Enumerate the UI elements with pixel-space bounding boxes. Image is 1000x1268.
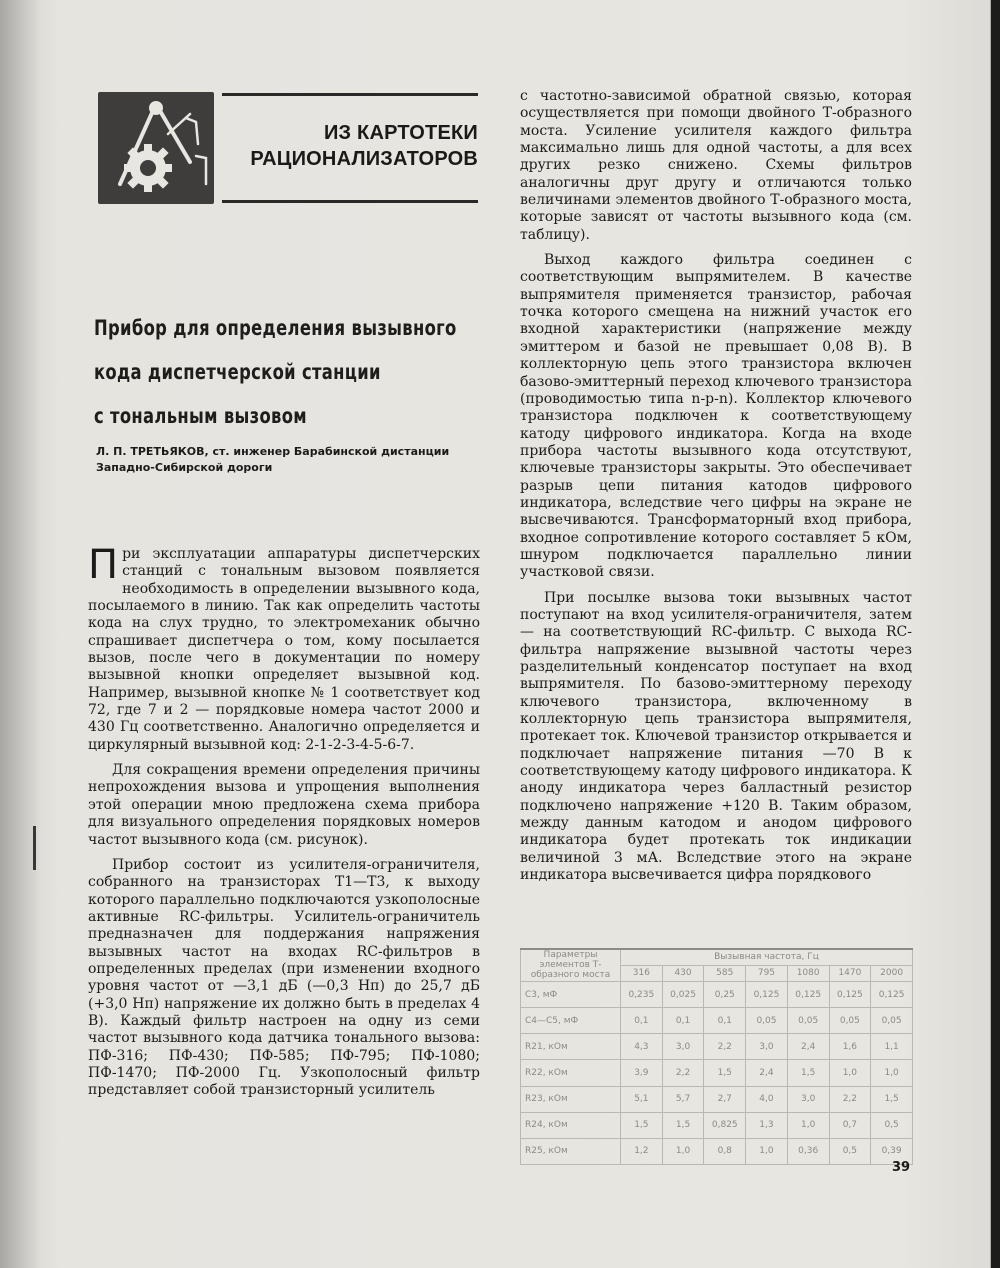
article-title — [94, 306, 484, 438]
freq-header-cell: 585 — [704, 965, 746, 982]
table-cell: 1,5 — [704, 1060, 746, 1086]
table-cell: 2,2 — [829, 1086, 871, 1112]
table-cell: 1,3 — [746, 1112, 788, 1138]
drop-cap: П — [88, 542, 119, 588]
article-title-line: кода диспетчерской станции — [94, 360, 381, 384]
table-cell: 4,0 — [746, 1086, 788, 1112]
table-cell: 1,5 — [621, 1112, 663, 1138]
article-title-line: Прибор для определения вызывного — [94, 316, 457, 340]
section-title — [222, 120, 478, 172]
table-row-label: R21, кОм — [521, 1034, 621, 1060]
table-cell: 0,125 — [787, 982, 829, 1008]
table-rule — [520, 948, 913, 950]
table-header-freq: Вызывная частота, Гц — [621, 949, 913, 966]
parameters-table — [520, 948, 913, 1165]
table-row-label: C4—C5, мФ — [521, 1008, 621, 1034]
table-row-label: C3, мФ — [521, 982, 621, 1008]
table-cell: 1,0 — [787, 1112, 829, 1138]
table-cell: 5,1 — [621, 1086, 663, 1112]
table-cell: 0,25 — [704, 982, 746, 1008]
table-cell: 0,5 — [871, 1112, 913, 1138]
table-cell: 1,2 — [621, 1138, 663, 1164]
table-row — [521, 1008, 913, 1034]
paragraph: Прибор состоит из усилителя-ограничителя, собранного на транзисторах Т1—Т3, к выходу которого параллельно подключаются узкополосные активные RC-фильтры. Усилитель-ограничитель предназначен для поддержания напряжения вызывных частот на входах RC-фильтров в определенных пределах (при изменении входного уровня частот от —3,1 дБ (—0,3 Нп) до 25,7 дБ (+3,0 Нп) напряжение их должно быть в пределах 4 В). Каждый фильтр настроен на одну из семи частот вызывного кода датчика тонального вызова: ПФ-316; ПФ-430; ПФ-585; ПФ-795; ПФ-1080; ПФ-1470; ПФ-2000 Гц. Узкополосный фильтр представляет собой транзисторный усилитель — [88, 856, 480, 1099]
table-cell: 0,1 — [621, 1008, 663, 1034]
table-cell: 0,5 — [829, 1138, 871, 1164]
freq-header-cell: 430 — [662, 965, 704, 982]
table-cell: 0,825 — [704, 1112, 746, 1138]
article-title-line: с тональным вызовом — [94, 404, 308, 428]
table-cell: 0,125 — [746, 982, 788, 1008]
byline-author: Л. П. ТРЕТЬЯКОВ, ст. инженер Барабинской дистанции — [96, 445, 450, 458]
table-row — [521, 1112, 913, 1138]
table-cell: 1,6 — [829, 1034, 871, 1060]
section-rule-top — [222, 93, 478, 96]
table-row-label: R22, кОм — [521, 1060, 621, 1086]
table-cell: 4,3 — [621, 1034, 663, 1060]
paragraph: Для сокращения времени определения причины непрохождения вызова и упрощения выполнения этой операции мною предложена схема прибора для визуального определения порядковых номеров частот вызывного кода (см. рисунок). — [88, 762, 480, 848]
table-cell: 0,1 — [704, 1008, 746, 1034]
paragraph: При эксплуатации аппаратуры диспетчерских станций с тональным вызовом появляется необходимость в определении вызывного кода, посылаемого в линию. Так как определить частоты кода на слух трудно, то электромеханик обычно спрашивает диспетчера о том, кому посылается вызов, после чего в документации по номеру вызывной кнопки определяет вызывной код. Например, вызывной кнопке № 1 соответствует код 72, где 7 и 2 — порядковые номера частот 2000 и 430 Гц соответственно. Аналогично определяется и циркулярный вызывной код: 2-1-2-3-4-5-6-7. — [88, 542, 480, 753]
table-cell: 5,7 — [662, 1086, 704, 1112]
paragraph: с частотно-зависимой обратной связью, которая осуществляется при помощи двойного Т-образного моста. Усиление усилителя каждого фильтра максимально лишь для одной частоты, а для всех других резко снижено. Схемы фильтров аналогичны друг другу и отличаются только величинами элементов двойного Т-образного моста, которые зависят от частоты вызывного кода (см. таблицу). — [520, 88, 912, 243]
table-cell: 1,0 — [871, 1060, 913, 1086]
book-spine-shadow — [0, 0, 40, 1268]
table-cell: 0,05 — [746, 1008, 788, 1034]
table-row — [521, 1034, 913, 1060]
table-cell: 0,8 — [704, 1138, 746, 1164]
table-row-label: R24, кОм — [521, 1112, 621, 1138]
table-cell: 0,05 — [829, 1008, 871, 1034]
byline — [96, 444, 478, 476]
table-cell: 1,5 — [787, 1060, 829, 1086]
table-cell: 0,1 — [662, 1008, 704, 1034]
section-title-line: ИЗ КАРТОТЕКИ — [323, 122, 478, 144]
table-cell: 1,0 — [662, 1138, 704, 1164]
table-row-label: R25, кОм — [521, 1138, 621, 1164]
table-cell: 0,025 — [662, 982, 704, 1008]
section-rule-bottom — [222, 200, 478, 203]
table-cell: 0,05 — [787, 1008, 829, 1034]
table-cell: 0,39 — [871, 1138, 913, 1164]
compass-gear-icon — [98, 92, 214, 204]
table-cell: 1,0 — [829, 1060, 871, 1086]
section-title-line: РАЦИОНАЛИЗАТОРОВ — [250, 148, 478, 170]
table-cell: 1,1 — [871, 1034, 913, 1060]
table-cell: 2,4 — [787, 1034, 829, 1060]
table-cell: 3,0 — [746, 1034, 788, 1060]
table-cell: 0,125 — [871, 982, 913, 1008]
table-cell: 0,235 — [621, 982, 663, 1008]
byline-affiliation: Западно-Сибирской дороги — [96, 461, 273, 474]
freq-header-cell: 1080 — [787, 965, 829, 982]
freq-header-cell: 316 — [621, 965, 663, 982]
table-cell: 0,36 — [787, 1138, 829, 1164]
table-cell: 2,4 — [746, 1060, 788, 1086]
table-cell: 1,5 — [871, 1086, 913, 1112]
table-cell: 3,9 — [621, 1060, 663, 1086]
paragraph: При посылке вызова токи вызывных частот поступают на вход усилителя-ограничителя, затем — на соответствующий RC-фильтр. С выхода RC-фильтра напряжение вызывной частоты через разделительный конденсатор поступает на вход выпрямителя. По базово-эмиттерному переходу ключевого транзистора, включенному в коллекторную цепь транзистора выпрямителя, протекает ток. Ключевой транзистор открывается и подключает напряжение питания —70 В к соответствующему катоду цифрового индикатора. К аноду индикатора через балластный резистор подключено напряжение +120 В. Таким образом, между данным катодом и анодом цифрового индикатора будет протекать ток индикации величиной 3 мА. Вследствие этого на экране индикатора высвечивается цифра порядкового — [520, 589, 912, 884]
right-column — [520, 88, 912, 892]
table-cell: 2,2 — [704, 1034, 746, 1060]
table-cell: 2,2 — [662, 1060, 704, 1086]
table-cell: 0,05 — [871, 1008, 913, 1034]
margin-mark — [33, 826, 36, 870]
table-header-params: Параметры элементов Т-образного моста — [521, 949, 621, 982]
table-cell: 3,0 — [787, 1086, 829, 1112]
table-cell: 0,7 — [829, 1112, 871, 1138]
table-row — [521, 1138, 913, 1164]
freq-header-cell: 2000 — [871, 965, 913, 982]
page-edge — [991, 0, 1000, 1268]
table-cell: 3,0 — [662, 1034, 704, 1060]
table-cell: 2,7 — [704, 1086, 746, 1112]
freq-header-cell: 1470 — [829, 965, 871, 982]
table-row — [521, 1086, 913, 1112]
section-logo — [98, 92, 214, 204]
table-cell: 1,0 — [746, 1138, 788, 1164]
page-number: 39 — [892, 1160, 911, 1175]
table-row — [521, 982, 913, 1008]
freq-header-cell: 795 — [746, 965, 788, 982]
table-cell: 1,5 — [662, 1112, 704, 1138]
table-cell: 0,125 — [829, 982, 871, 1008]
table-row — [521, 1060, 913, 1086]
table-body — [521, 982, 913, 1165]
table-row-label: R23, кОм — [521, 1086, 621, 1112]
left-column — [88, 542, 480, 1108]
paragraph: Выход каждого фильтра соединен с соответствующим выпрямителем. В качестве выпрямителя применяется транзистор, рабочая точка которого смещена на нижний участок его входной характеристики (напряжение между эмиттером и базой не превышает 0,08 В). В коллекторную цепь этого транзистора включен базово-эмиттерный переход ключевого транзистора (проводимостью типа n-p-n). Коллектор ключевого транзистора подключен к соответствующему катоду цифрового индикатора. Когда на входе прибора частоты вызывного кода отсутствуют, ключевые транзисторы закрыты. Это обеспечивает разрыв цепи питания катодов цифрового индикатора, вследствие чего цифры на экране не высвечиваются. Трансформаторный вход прибора, входное сопротивление которого составляет 5 кОм, шнуром подключается параллельно линии участковой связи. — [520, 252, 912, 581]
component-table — [520, 948, 913, 1158]
